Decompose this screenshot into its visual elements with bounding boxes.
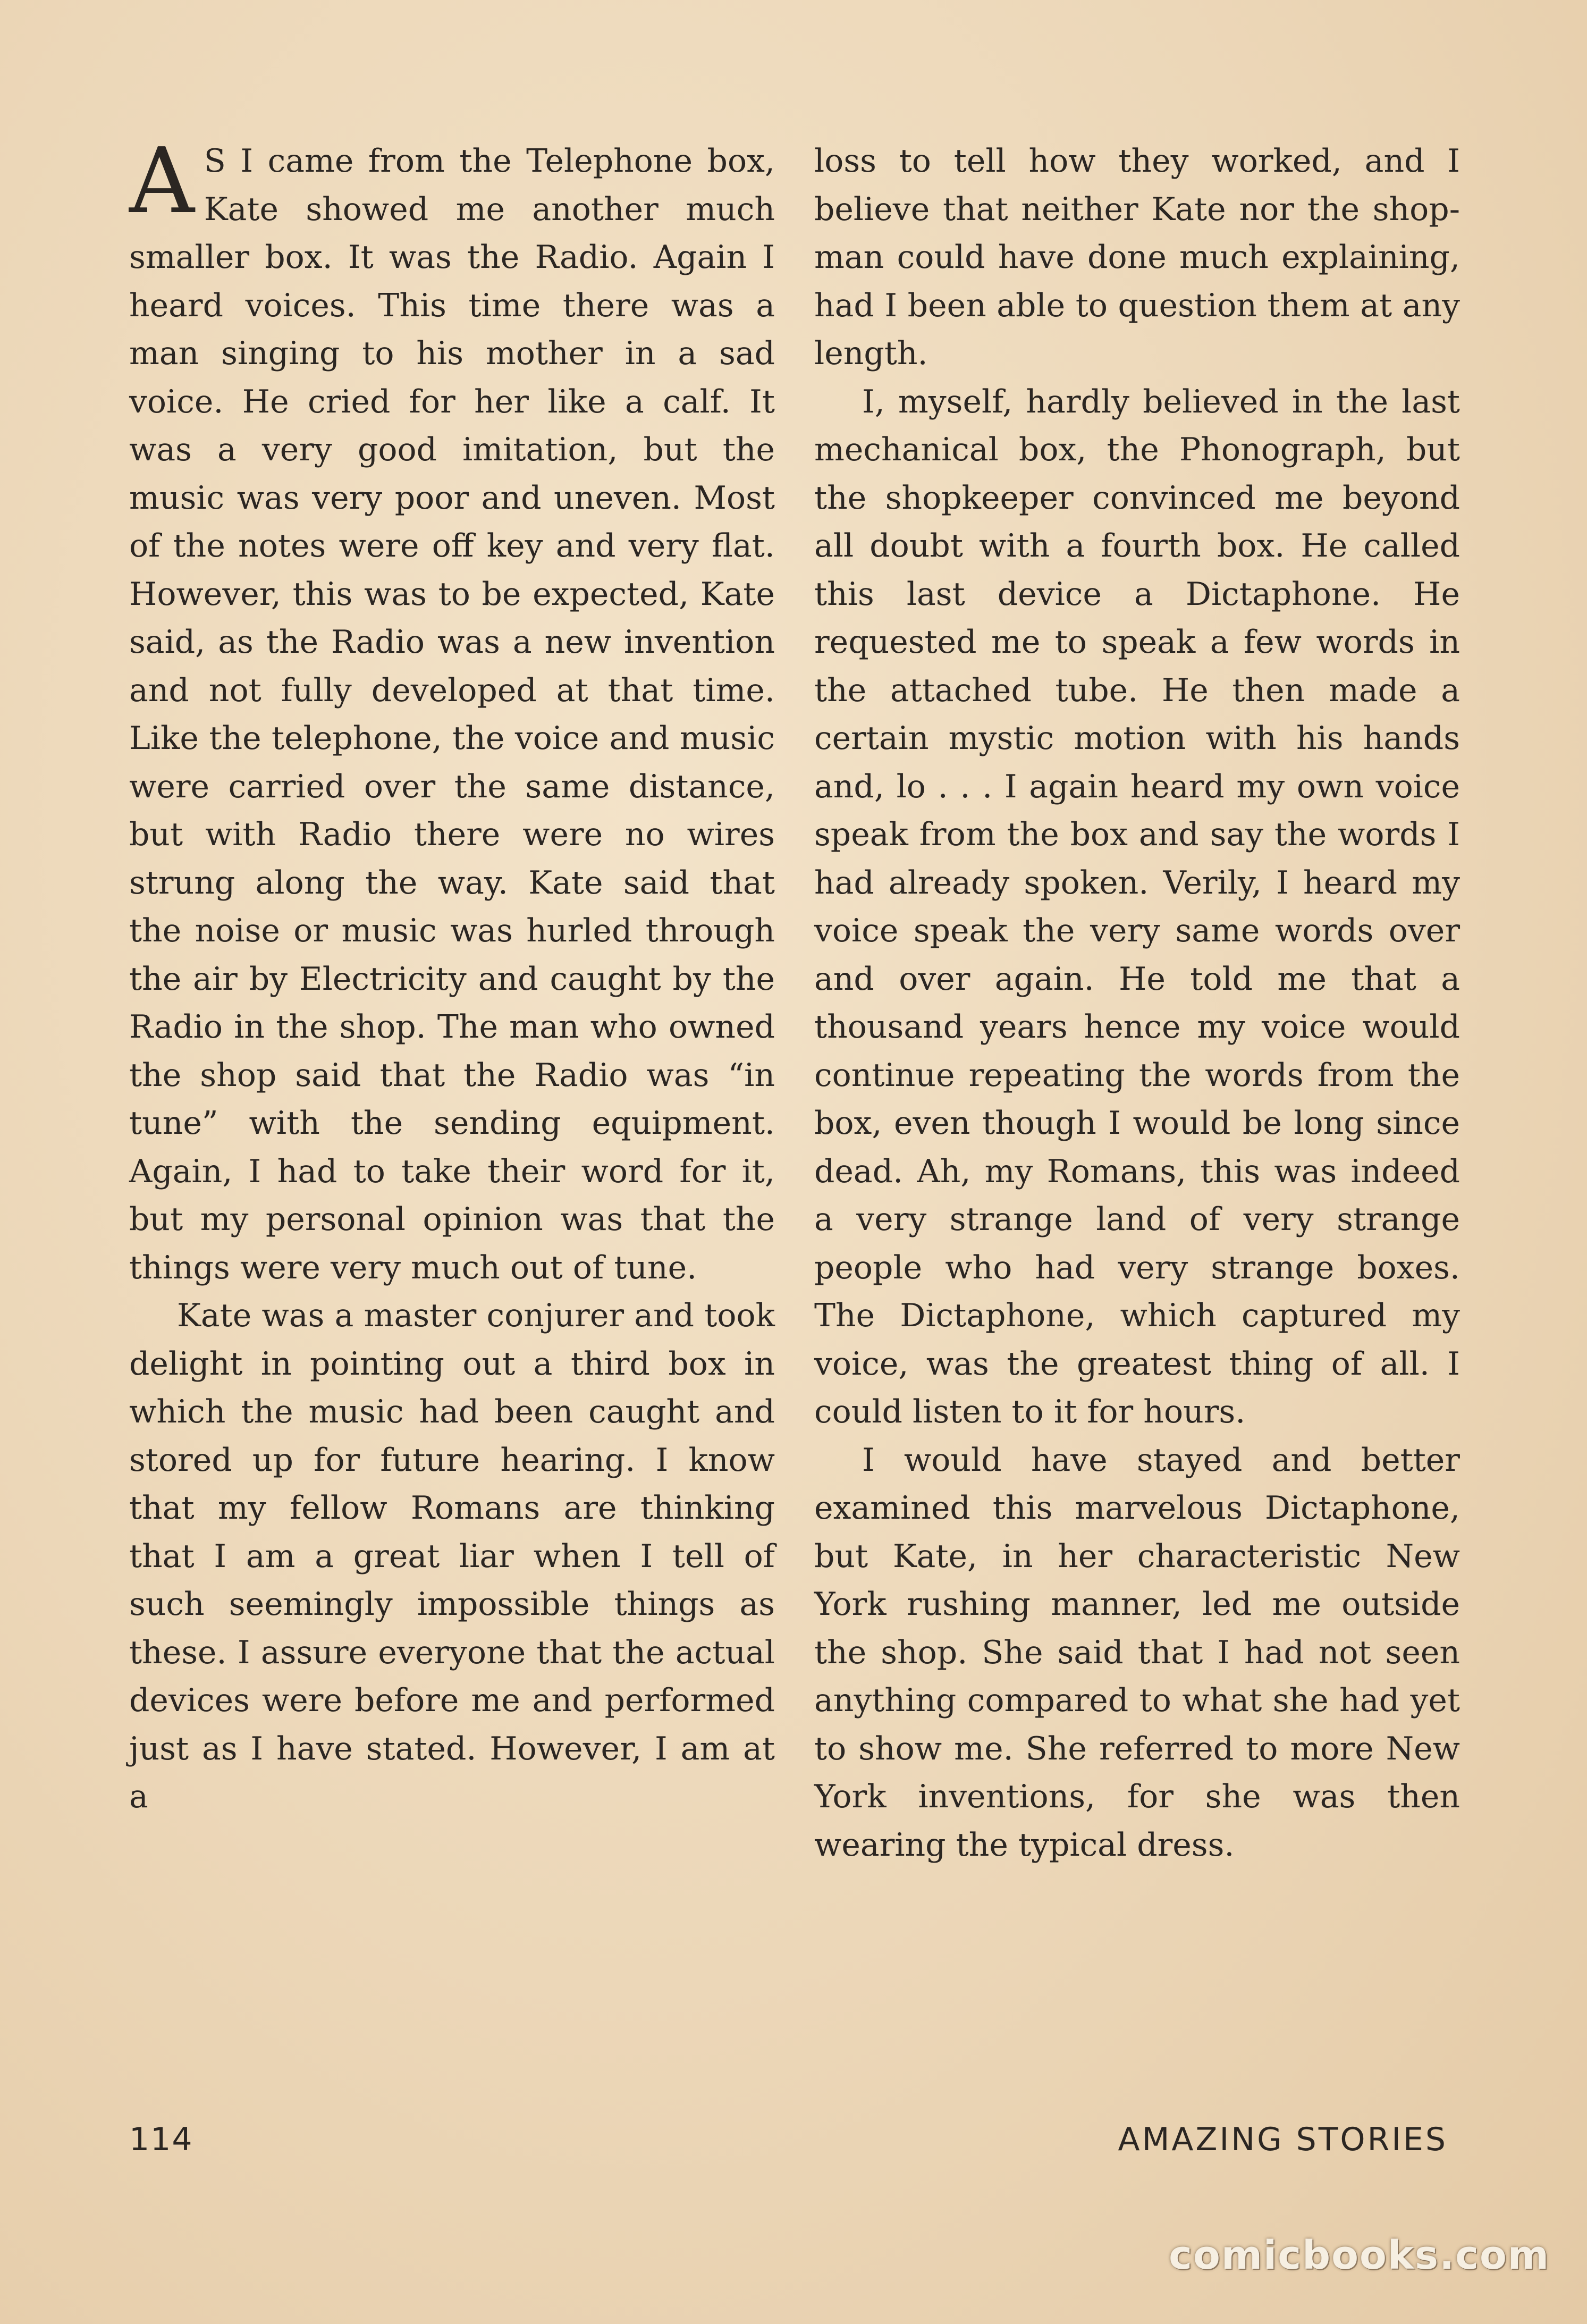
- paragraph-4: I, myself, hardly believed in the last mechanical box, the Phonograph, but the shopkeeper convinced me beyond all doubt with a fourth box. He called this last device a Dictaphone. He requested me to speak a few words in the attached tube. He then made a certain mystic motion with his hands and, lo . . . I again heard my own voice speak from the box and say the words I had already spoken. Verily, I heard my voice speak the very same words over and over again. He told me that a thousand years hence my voice would continue repeating the words from the box, even though I would be long since dead. Ah, my Romans, this was indeed a very strange land of very strange people who had very strange boxes. The Dictaphone, which captured my voice, was the greatest thing of all. I could listen to it for hours.: [814, 383, 1460, 1430]
- paragraph-1-text: S I came from the Telephone box, Kate showed me another much smaller box. It was the Radio. Again I heard voices. This time there was a man singing to his mother in a sad voice. He cried for her like a calf. It was a very good imitation, but the music was very poor and uneven. Most of the notes were off key and very flat. However, this was to be expected, Kate said, as the Radio was a new invention and not fully developed at that time. Like the telephone, the voice and music were carried over the same distance, but with Radio there were no wires strung along the way. Kate said that the noise or music was hurled through the air by Electricity and caught by the Radio in the shop. The man who owned the shop said that the Radio was “in tune” with the sending equipment. Again, I had to take their word for it, but my personal opinion was that the things were very much out of tune.: [129, 142, 775, 1286]
- page-number: 114: [129, 2121, 193, 2158]
- paragraph-1: [129, 129, 775, 1292]
- right-column: [814, 137, 1460, 1869]
- watermark-logo: comicbooks.com: [1169, 2233, 1550, 2278]
- drop-cap: A: [129, 129, 195, 234]
- paragraph-5: I would have stayed and better examined this marvelous Dictaphone, but Kate, in her characteristic New York rushing manner, led me outside the shop. She said that I had not seen anything compared to what she had yet to show me. She referred to more New York inventions, for she was then wearing the typical dress.: [814, 1441, 1460, 1864]
- paragraph-3: loss to tell how they worked, and I believe that neither Kate nor the shop-man could have done much explaining, had I been able to question them at any length.: [814, 142, 1460, 372]
- magazine-title: AMAZING STORIES: [1118, 2121, 1448, 2158]
- paragraph-2: Kate was a master conjurer and took delight in pointing out a third box in which the music had been caught and stored up for future hearing. I know that my fellow Romans are thinking that I am a great liar when I tell of such seemingly impossible things as these. I assure everyone that the actual devices were before me and performed just as I have stated. However, I am at a: [129, 1297, 775, 1815]
- left-column: [129, 129, 775, 1821]
